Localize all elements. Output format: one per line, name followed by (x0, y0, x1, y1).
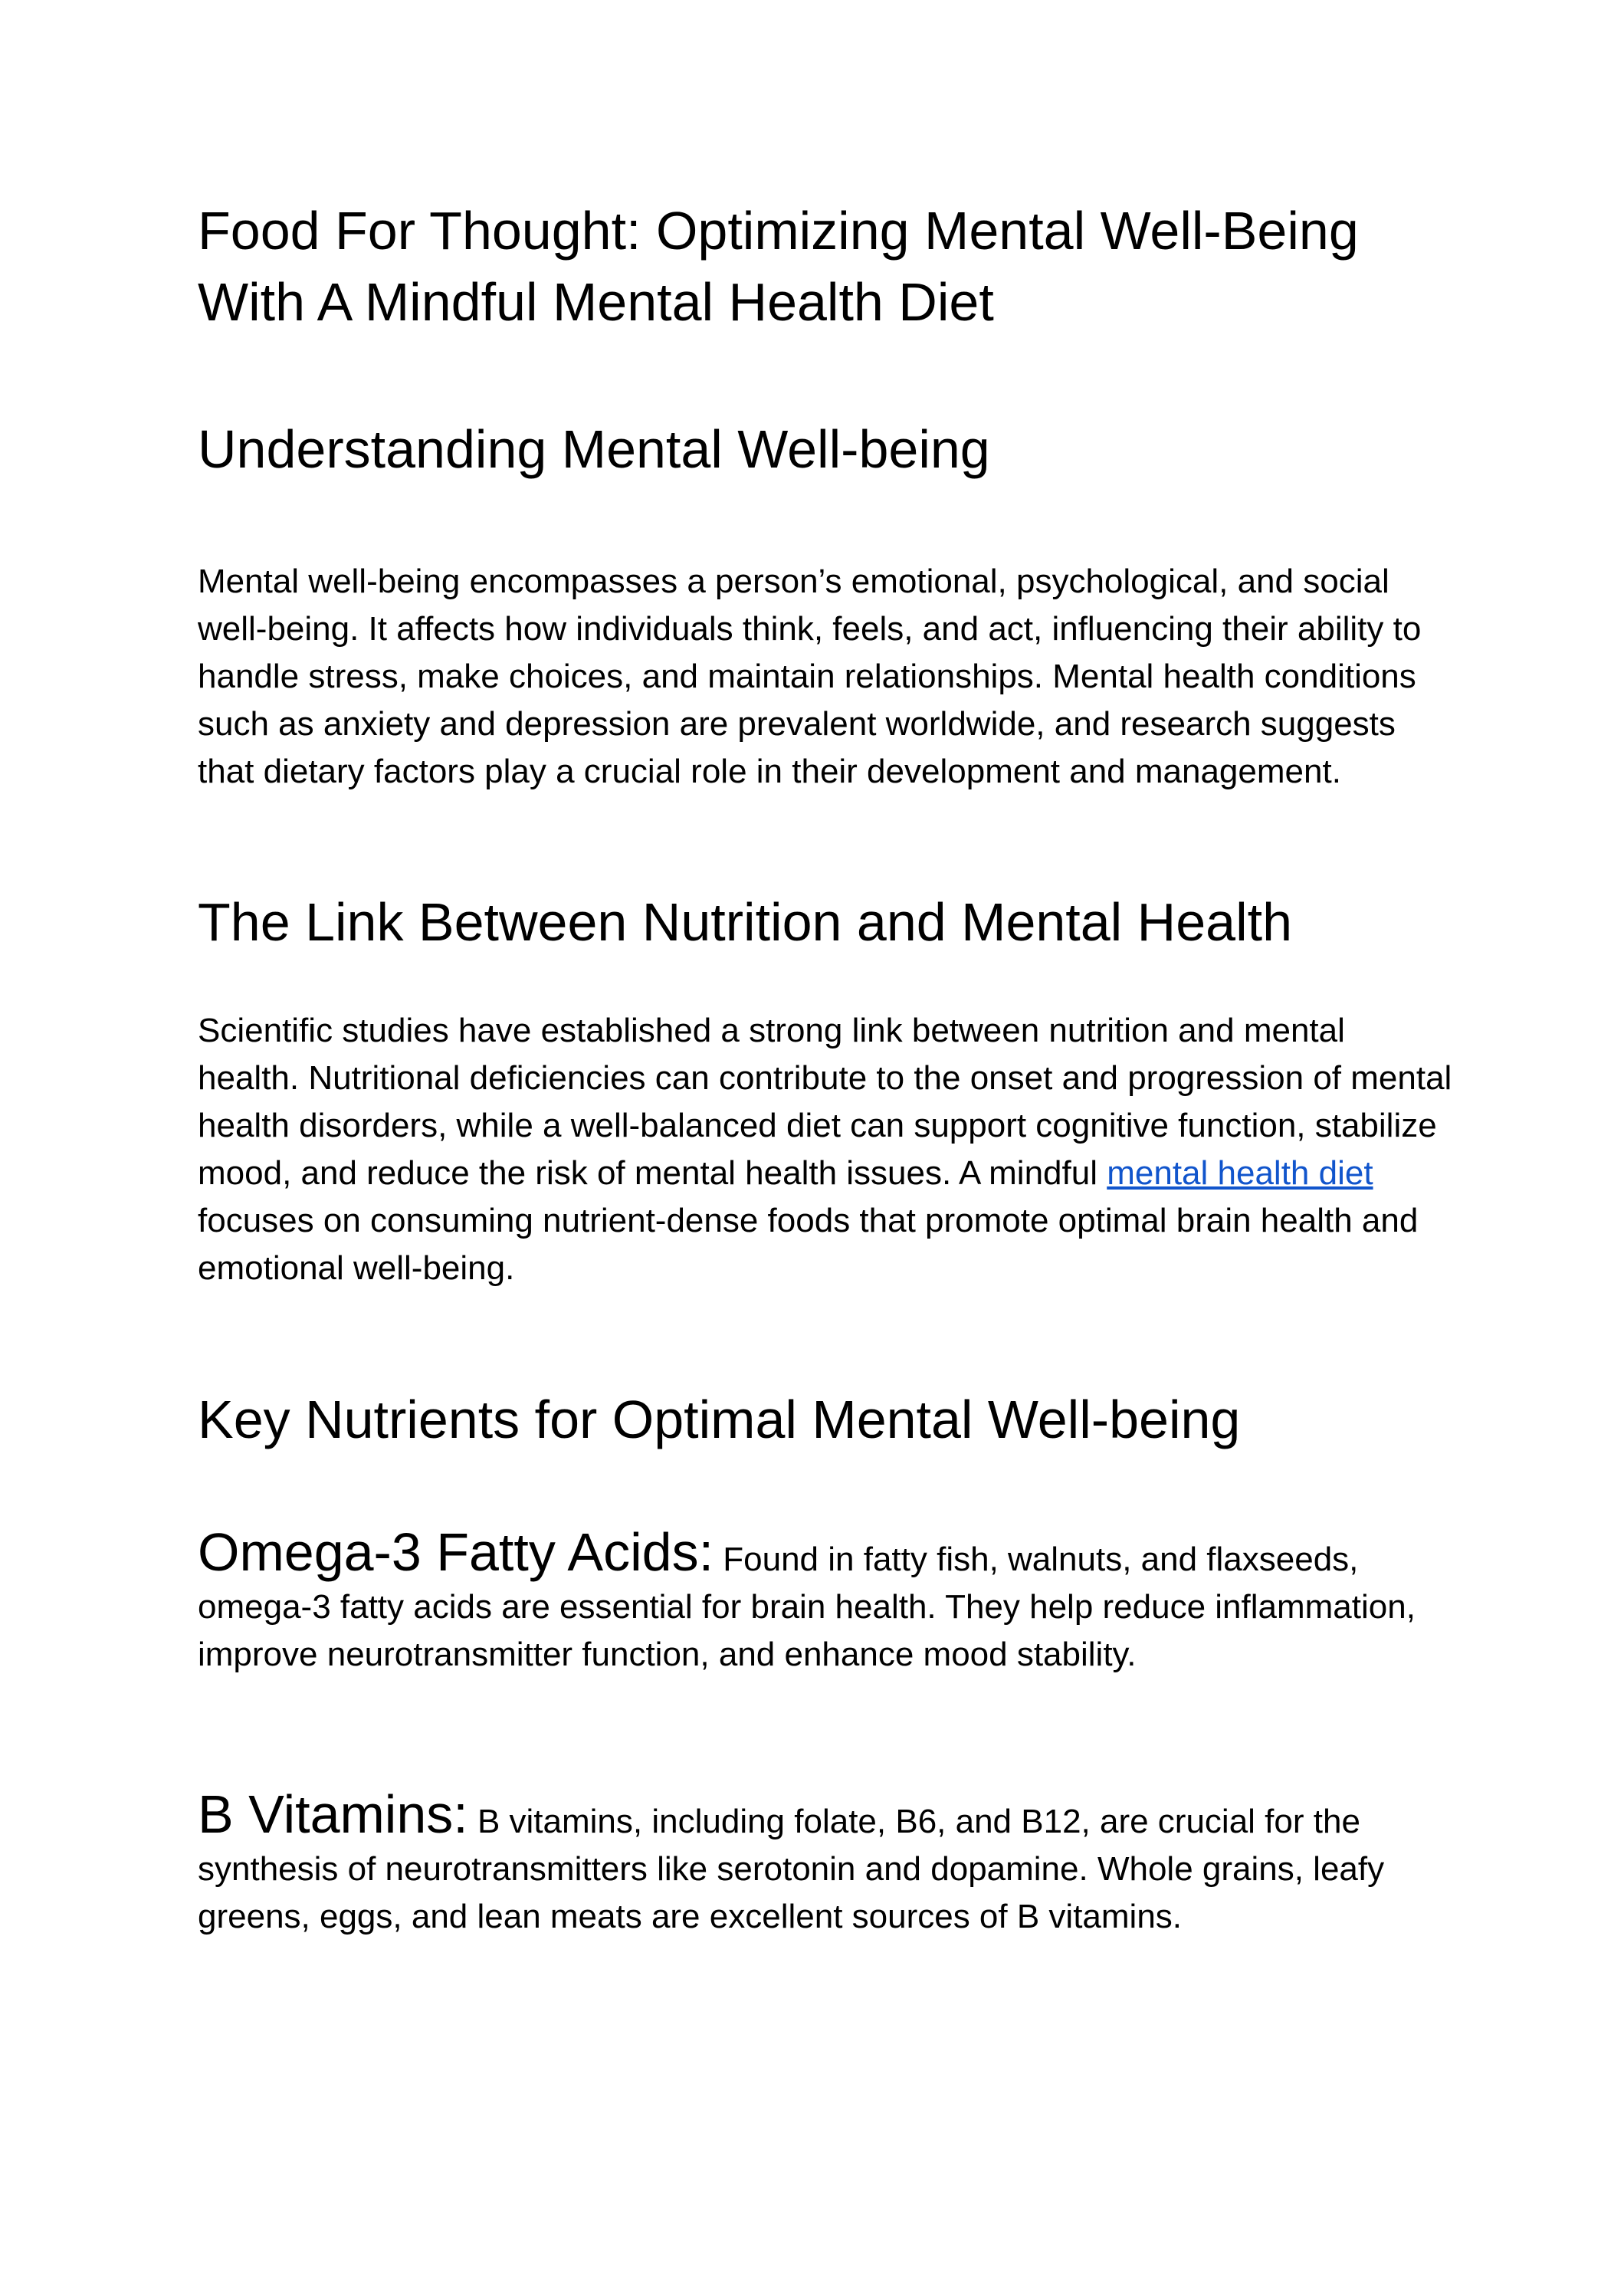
omega-3-term: Omega-3 Fatty Acids: (198, 1522, 714, 1582)
mental-health-diet-link[interactable]: mental health diet (1107, 1154, 1373, 1192)
b-vitamins-term: B Vitamins: (198, 1784, 468, 1844)
paragraph-nutrition-link-text-after: focuses on consuming nutrient-dense foods that promote optimal brain health and emotional well-being. (198, 1202, 1419, 1287)
heading-nutrition-link: The Link Between Nutrition and Mental Health (198, 892, 1293, 952)
document-title: Food For Thought: Optimizing Mental Well-Being With A Mindful Mental Health Diet (198, 201, 1359, 332)
paragraph-nutrition-link-text-before: Scientific studies have established a strong link between nutrition and mental health. Nutritional deficiencies can contribute to the onset and progression of mental health disorders, while a well-balanced diet can support cognitive function, stabilize mood, and reduce the risk of mental health issues. A mindful (198, 1012, 1452, 1192)
paragraph-understanding: Mental well-being encompasses a person’s emotional, psychological, and social well-being. It affects how individuals think, feels, and act, influencing their ability to handle stress, make choices, and maintain relationships. Mental health conditions such as anxiety and depression are prevalent worldwide, and research suggests that dietary factors play a crucial role in their development and management. (198, 563, 1422, 790)
heading-understanding-mental-well-being: Understanding Mental Well-being (198, 419, 990, 479)
heading-key-nutrients: Key Nutrients for Optimal Mental Well-being (198, 1390, 1241, 1449)
paragraph-omega-3 (198, 1522, 1455, 1679)
paragraph-nutrition-link (198, 1007, 1455, 1292)
paragraph-b-vitamins (198, 1784, 1455, 1941)
b-vitamins-description: B vitamins, including folate, B6, and B12, are crucial for the synthesis of neurotransmitters like serotonin and dopamine. Whole grains, leafy greens, eggs, and lean meats are excellent sources of B vitamins. (198, 1803, 1385, 1935)
omega-3-description: Found in fatty fish, walnuts, and flaxseeds, omega-3 fatty acids are essential for brain health. They help reduce inflammation, improve neurotransmitter function, and enhance mood stability. (198, 1541, 1416, 1673)
